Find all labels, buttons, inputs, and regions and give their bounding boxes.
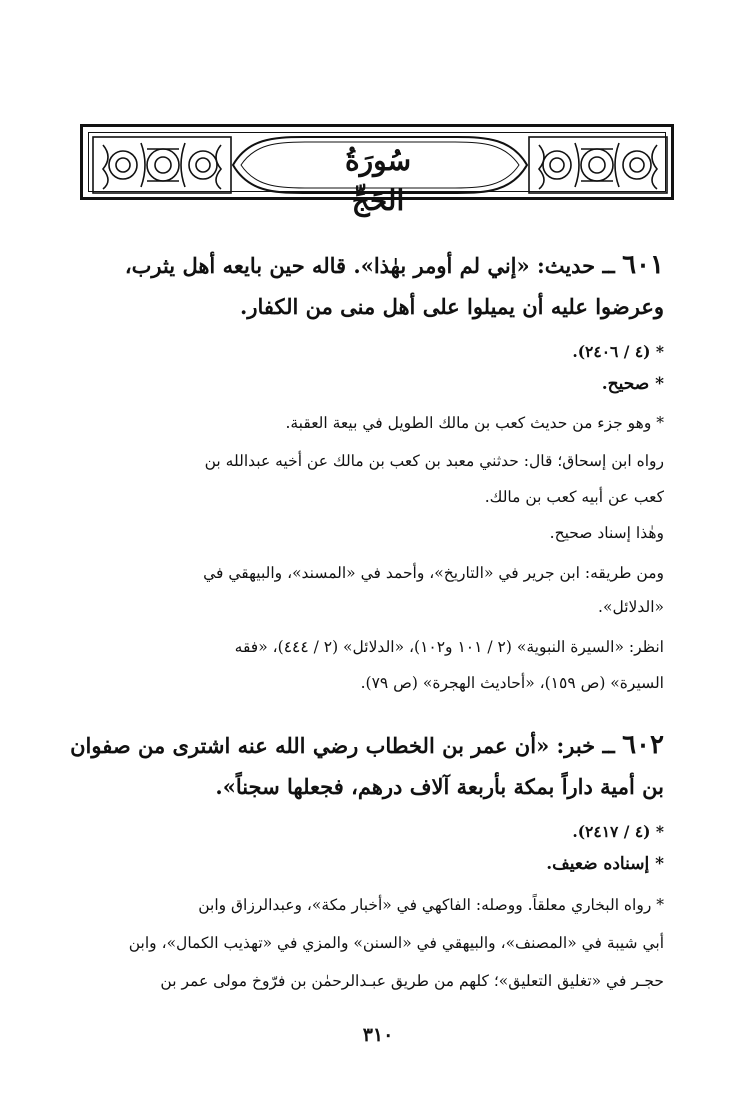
entry-601-grade: * صحيح. [601, 374, 664, 394]
entry-602-para-1-line-2: أبي شيبة في «المصنف»، والبيهقي في «السنن» والمزي في «تهذيب الكمال»، وابن [128, 934, 664, 952]
entry-601-note: * وهو جزء من حديث كعب بن مالك الطويل في بيعة العقبة. [285, 414, 664, 432]
page-number: ٣١٠ [362, 1024, 394, 1046]
entry-602-para-1-line-1: * رواه البخاري معلقاً. ووصله: الفاكهي في «أخبار مكة»، وعبدالرزاق وابن [198, 896, 664, 914]
entry-602-line-2: بن أمية داراً بمكة بأربعة آلاف درهم، فجعلها سجناً». [215, 774, 664, 799]
entry-601-para-1-line-1: رواه ابن إسحاق؛ قال: حدثني معبد بن كعب بن مالك عن أخيه عبدالله بن [204, 452, 664, 470]
entry-602-para-1-line-3: حجـر في «تغليق التعليق»؛ كلهم من طريق عبـدالرحمٰن بن فرّوخ مولى عمر بن [160, 972, 664, 990]
entry-601-para-4-line-2: السيرة» (ص ١٥٩)، «أحاديث الهجرة» (ص ٧٩). [360, 674, 664, 692]
entry-601-line-2: وعرضوا عليه أن يميلوا على أهل منى من الكفار. [240, 294, 664, 319]
entry-601-reference: * (٤ / ٢٤٠٦). [572, 342, 664, 361]
entry-601-para-4-line-1: انظر: «السيرة النبوية» (٢ / ١٠١ و١٠٢)، «الدلائل» (٢ / ٤٤٤)، «فقه [234, 638, 664, 656]
entry-602-reference: * (٤ / ٢٤١٧). [572, 822, 664, 841]
entry-601-para-2: وهٰذا إسناد صحيح. [549, 524, 664, 542]
entry-601-para-3-line-1: ومن طريقه: ابن جرير في «التاريخ»، وأحمد في «المسند»، والبيهقي في [203, 564, 664, 582]
entry-602-heading-text: ــ خبر: «أن عمر بن الخطاب رضي الله عنه اشترى من صفوان [70, 733, 615, 758]
surah-header-banner [80, 124, 674, 217]
entry-602-line-1 [70, 730, 664, 760]
entry-602-number: ٦٠٢ [622, 730, 664, 760]
entry-601-number: ٦٠١ [622, 250, 664, 280]
entry-602-grade: * إسناده ضعيف. [546, 854, 664, 874]
entry-601-para-3-line-2: «الدلائل». [598, 598, 664, 616]
entry-601-heading-text: ــ حديث: «إني لم أومر بهٰذا». قاله حين بايعه أهل يثرب، [124, 253, 615, 278]
surah-title: سُورَةُ الحَجِّ [344, 144, 412, 217]
entry-601-line-1 [125, 250, 664, 280]
entry-601-para-1-line-2: كعب عن أبيه كعب بن مالك. [484, 488, 664, 506]
